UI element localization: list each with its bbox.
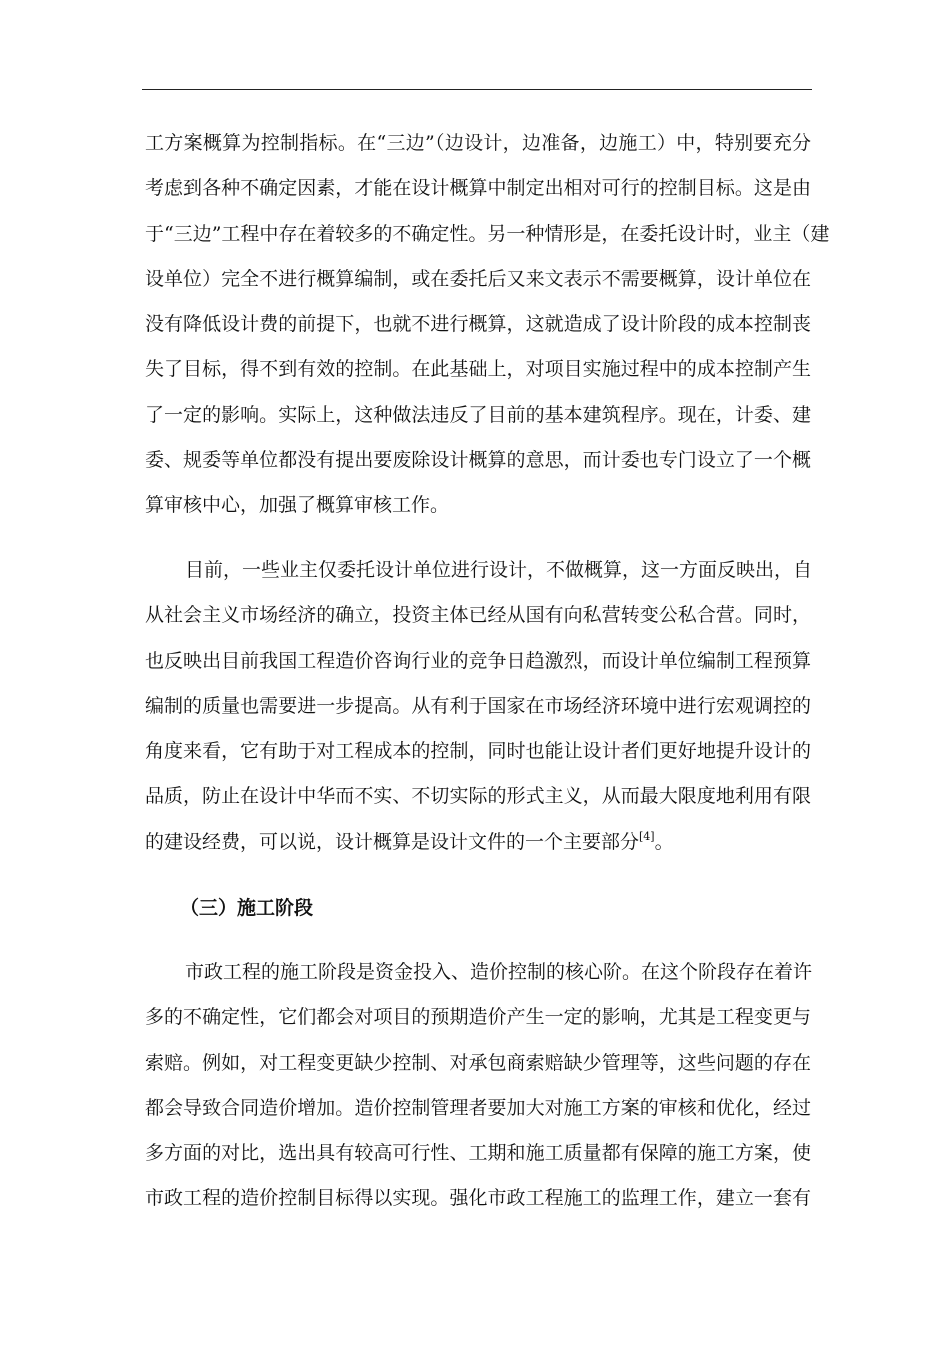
paragraph-line: 算审核中心，加强了概算审核工作。: [145, 494, 450, 517]
paragraph-line: 失了目标，得不到有效的控制。在此基础上，对项目实施过程中的成本控制产生: [145, 358, 811, 381]
paragraph-line: 市政工程的造价控制目标得以实现。强化市政工程施工的监理工作，建立一套有: [145, 1187, 811, 1210]
paragraph-line: 了一定的影响。实际上，这种做法违反了目前的基本建筑程序。现在，计委、建: [145, 403, 811, 426]
paragraph-line-with-citation: [145, 820, 811, 865]
paragraph-line: 索赔。例如，对工程变更缺少控制、对承包商索赔缺少管理等，这些问题的存在: [145, 1051, 811, 1074]
paragraph-3: [145, 950, 811, 1222]
paragraph-line: 委、规委等单位都没有提出要废除设计概算的意思，而计委也专门设立了一个概: [145, 449, 811, 472]
paragraph-line: 角度来看，它有助于对工程成本的控制，同时也能让设计者们更好地提升设计的: [145, 740, 811, 763]
paragraph-line: 也反映出目前我国工程造价咨询行业的竞争日趋激烈，而设计单位编制工程预算: [145, 649, 811, 672]
paragraph-line: 编制的质量也需要进一步提高。从有利于国家在市场经济环境中进行宏观调控的: [145, 694, 811, 717]
paragraph-2: [145, 548, 811, 865]
paragraph-line: 工方案概算为控制指标。在“三边”（边设计，边准备，边施工）中，特别要充分: [145, 132, 811, 154]
citation-marker: [4]: [639, 829, 655, 843]
section-heading: （三）施工阶段: [180, 897, 314, 919]
paragraph-1: [145, 121, 830, 529]
paragraph-line: 多方面的对比，选出具有较高可行性、工期和施工质量都有保障的施工方案，使: [145, 1142, 811, 1165]
header-rule: [142, 89, 812, 90]
paragraph-line: 设单位）完全不进行概算编制，或在委托后又来文表示不需要概算，设计单位在: [145, 267, 811, 290]
paragraph-line: 从社会主义市场经济的确立，投资主体已经从国有向私营转变公私合营。同时，: [145, 604, 811, 627]
paragraph-line: 于“三边”工程中存在着较多的不确定性。另一种情形是，在委托设计时，业主（建: [145, 222, 830, 245]
paragraph-line: 多的不确定性，它们都会对项目的预期造价产生一定的影响，尤其是工程变更与: [145, 1006, 811, 1029]
paragraph-line: 目前，一些业主仅委托设计单位进行设计，不做概算，这一方面反映出，自: [185, 559, 813, 581]
paragraph-line: 品质，防止在设计中华而不实、不切实际的形式主义，从而最大限度地利用有限: [145, 785, 811, 808]
paragraph-line: 市政工程的施工阶段是资金投入、造价控制的核心阶。在这个阶段存在着许: [185, 961, 813, 983]
paragraph-line: 没有降低设计费的前提下，也就不进行概算，这就造成了设计阶段的成本控制丧: [145, 313, 811, 336]
paragraph-line: 都会导致合同造价增加。造价控制管理者要加大对施工方案的审核和优化，经过: [145, 1096, 811, 1119]
citation-tail: 。: [654, 830, 674, 853]
paragraph-line-text: 的建设经费，可以说，设计概算是设计文件的一个主要部分: [145, 830, 640, 853]
paragraph-line: 考虑到各种不确定因素，才能在设计概算中制定出相对可行的控制目标。这是由: [145, 177, 811, 200]
